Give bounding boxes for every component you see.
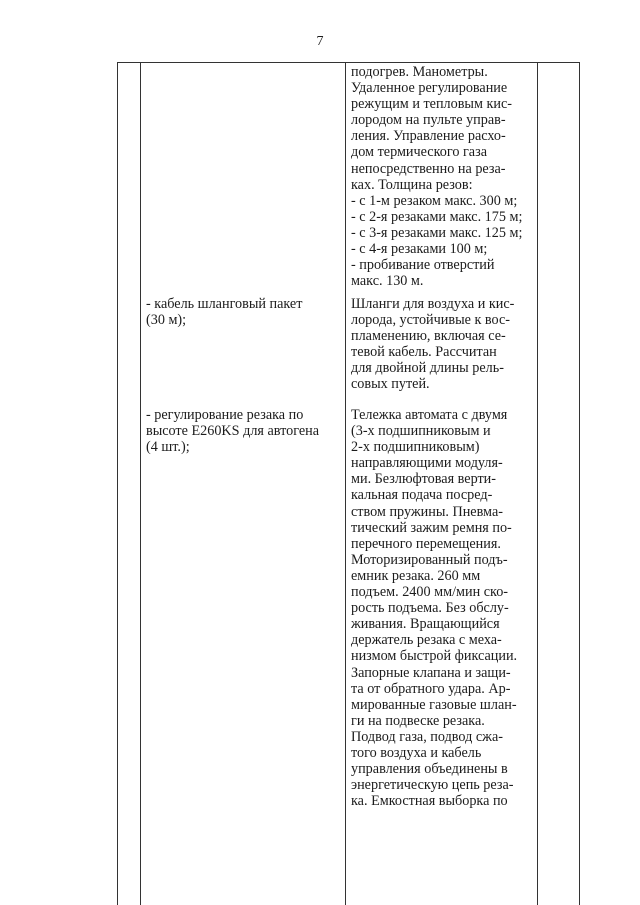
text-line: - с 3-я резаками макс. 125 м;	[351, 224, 523, 241]
text-line: - кабель шланговый пакет	[146, 296, 303, 312]
text-line: кальная подача посред-	[351, 487, 493, 504]
row-2-item	[146, 296, 302, 328]
text-line: ления. Управление расхо-	[351, 128, 506, 145]
text-line: управления объединены в	[351, 761, 508, 778]
text-line: - с 2-я резаками макс. 175 м;	[351, 208, 523, 225]
text-line: подъем. 2400 мм/мин ско-	[351, 584, 509, 601]
row-3-description	[351, 407, 517, 809]
text-line: (4 шт.);	[146, 439, 190, 456]
text-line: ми. Безлюфтовая верти-	[351, 471, 496, 488]
text-line: режущим и тепловым кис-	[351, 96, 512, 113]
text-line: Шланги для воздуха и кис-	[351, 296, 515, 312]
text-line: рость подъема. Без обслу-	[351, 600, 509, 617]
text-line: - с 4-я резаками 100 м;	[351, 241, 488, 258]
text-line: совых путей.	[351, 376, 430, 393]
text-line: живания. Вращающийся	[351, 616, 500, 633]
text-line: низмом быстрой фиксации.	[351, 648, 518, 665]
row-1-description	[351, 64, 522, 289]
text-line: для двойной длины рель-	[351, 360, 504, 377]
text-line: энергетическую цепь реза-	[351, 777, 514, 794]
text-line: Запорные клапана и защи-	[351, 664, 511, 681]
table-top-border	[117, 62, 579, 63]
text-line: (3-х подшипниковым и	[351, 423, 491, 440]
text-line: направляющими модуля-	[351, 455, 503, 472]
table-border-col3	[537, 62, 538, 905]
text-line: мированные газовые шлан-	[351, 696, 517, 713]
text-line: лородом на пульте управ-	[351, 112, 506, 129]
text-line: ках. Толщина резов:	[351, 176, 473, 193]
text-line: перечного перемещения.	[351, 535, 501, 552]
text-line: та от обратного удара. Ар-	[351, 680, 511, 697]
text-line: тевой кабель. Рассчитан	[351, 344, 497, 361]
table-border-col1	[140, 62, 141, 905]
text-line: пламенению, включая се-	[351, 328, 506, 345]
row-2-description	[351, 296, 514, 393]
text-line: - регулирование резака по	[146, 407, 304, 423]
text-line: подогрев. Манометры.	[351, 64, 488, 80]
text-line: того воздуха и кабель	[351, 744, 482, 761]
text-line: Моторизированный подъ-	[351, 551, 508, 568]
row-3-item	[146, 407, 319, 455]
text-line: непосредственно на реза-	[351, 160, 506, 177]
text-line: ка. Емкостная выборка по	[351, 793, 508, 810]
text-line: Подвод газа, подвод сжа-	[351, 728, 503, 745]
text-line: 2-х подшипниковым)	[351, 439, 480, 456]
text-line: макс. 130 м.	[351, 273, 424, 290]
text-line: лорода, устойчивые к вос-	[351, 312, 510, 329]
text-line: ги на подвеске резака.	[351, 712, 485, 729]
text-line: - пробивание отверстий	[351, 257, 495, 274]
text-line: держатель резака с меха-	[351, 632, 502, 649]
text-line: (30 м);	[146, 312, 187, 329]
text-line: ством пружины. Пневма-	[351, 503, 503, 520]
page-number: 7	[316, 34, 324, 49]
text-line: емник резака. 260 мм	[351, 567, 481, 584]
text-line: Тележка автомата с двумя	[351, 407, 508, 423]
text-line: дом термического газа	[351, 144, 487, 161]
text-line: Удаленное регулирование	[351, 80, 508, 97]
text-line: высоте E260KS для автогена	[146, 423, 320, 440]
table-border-left	[117, 62, 118, 905]
table-border-col2	[345, 62, 346, 905]
text-line: тический зажим ремня по-	[351, 519, 512, 536]
text-line: - с 1-м резаком макс. 300 м;	[351, 192, 518, 209]
table-border-right	[579, 62, 580, 905]
